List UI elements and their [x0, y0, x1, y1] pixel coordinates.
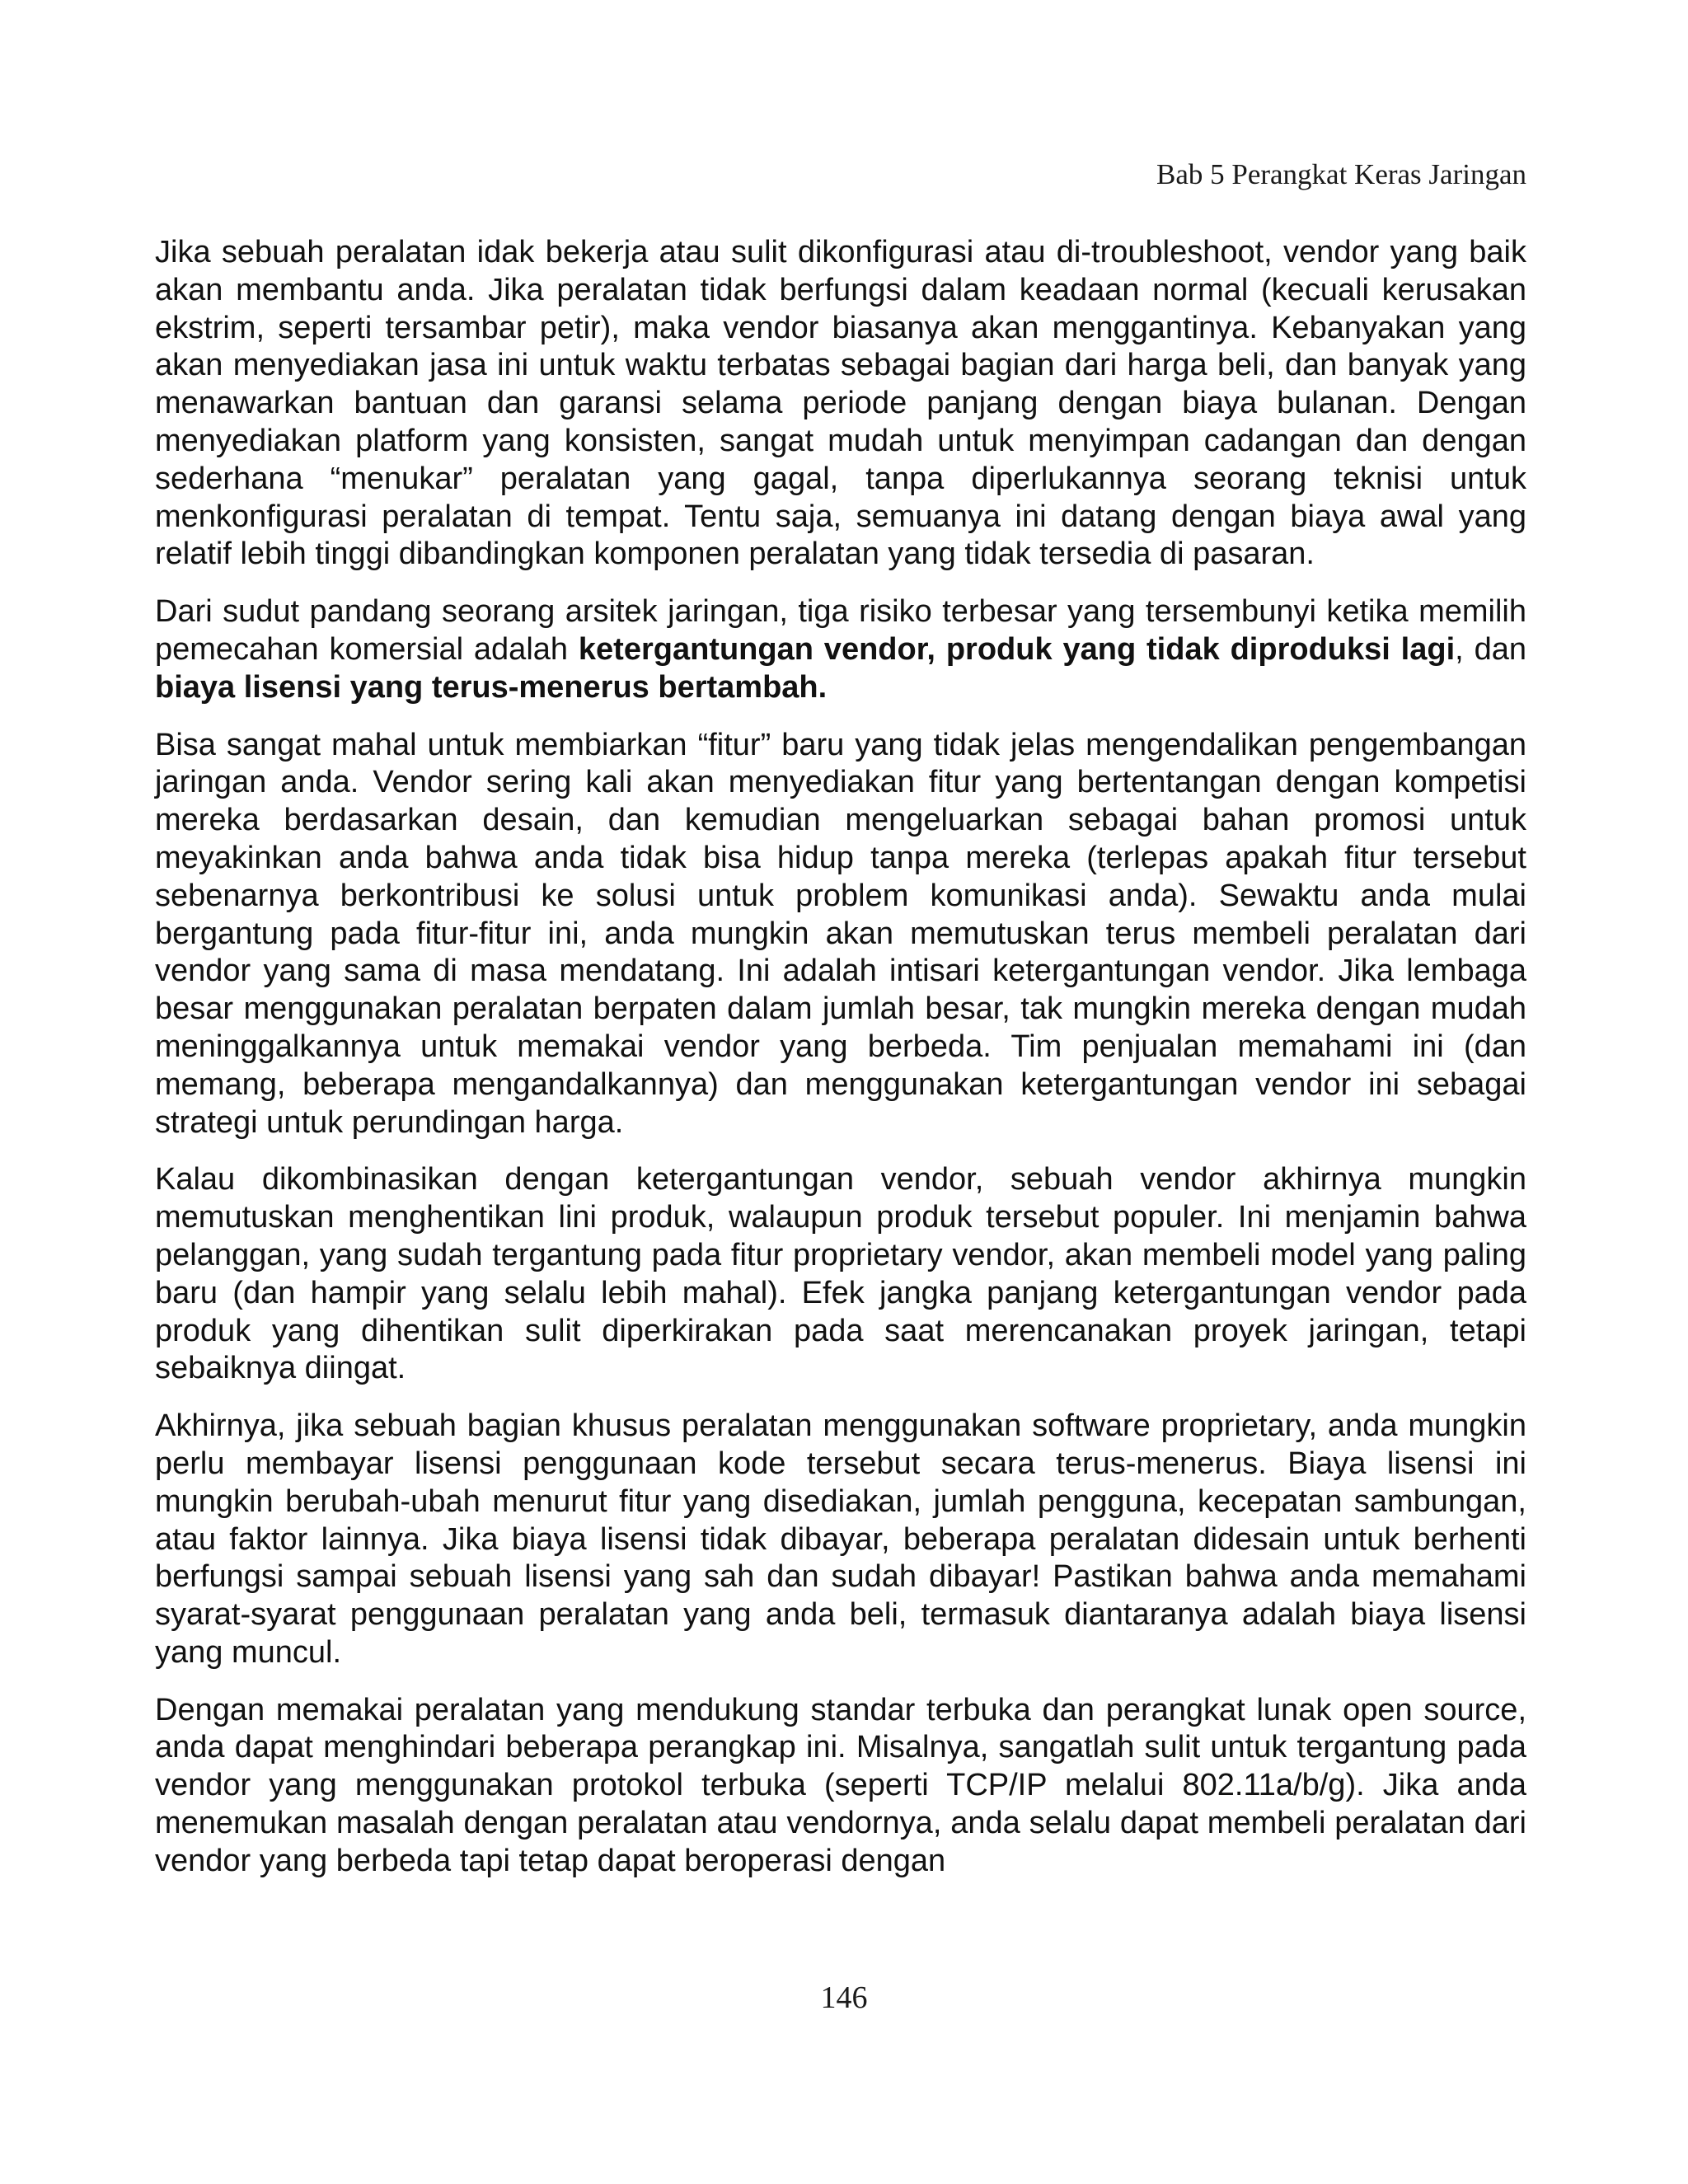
paragraph-2-middle: , dan	[1455, 631, 1526, 667]
paragraph-2-intro: Dari sudut pandang seorang arsitek jaringan, tiga risiko terbesar yang tersembunyi ketika memilih pemecahan komersial adalah	[155, 594, 1526, 667]
paragraph-2-bold-2: biaya lisensi yang terus-menerus bertambah.	[155, 669, 828, 705]
paragraph-2-bold-1: ketergantungan vendor, produk yang tidak diproduksi lagi	[578, 631, 1456, 667]
paragraph-5: Akhirnya, jika sebuah bagian khusus peralatan menggunakan software proprietary, anda mungkin perlu membayar lisensi penggunaan kode tersebut secara terus-menerus. Biaya lisensi ini mungkin berubah-ubah menurut fitur yang disediakan, jumlah pengguna, kecepatan sambungan, atau faktor lainnya. Jika biaya lisensi tidak dibayar, beberapa peralatan didesain untuk berhenti berfungsi sampai sebuah lisensi yang sah dan sudah dibayar! Pastikan bahwa anda memahami syarat-syarat penggunaan peralatan yang anda beli, termasuk diantaranya adalah biaya lisensi yang muncul.	[155, 1408, 1526, 1670]
paragraph-1: Jika sebuah peralatan idak bekerja atau sulit dikonfigurasi atau di-troubleshoot, vendor yang baik akan membantu anda. Jika peralatan tidak berfungsi dalam keadaan normal (kecuali kerusakan ekstrim, seperti tersambar petir), maka vendor biasanya akan menggantinya. Kebanyakan yang akan menyediakan jasa ini untuk waktu terbatas sebagai bagian dari harga beli, dan banyak yang menawarkan bantuan dan garansi selama periode panjang dengan biaya bulanan. Dengan menyediakan platform yang konsisten, sangat mudah untuk menyimpan cadangan dan dengan sederhana “menukar” peralatan yang gagal, tanpa diperlukannya seorang teknisi untuk menkonfigurasi peralatan di tempat. Tentu saja, semuanya ini datang dengan biaya awal yang relatif lebih tinggi dibandingkan komponen peralatan yang tidak tersedia di pasaran.	[155, 235, 1526, 572]
body-text	[155, 234, 1526, 1900]
paragraph-3: Bisa sangat mahal untuk membiarkan “fitur” baru yang tidak jelas mengendalikan pengembangan jaringan anda. Vendor sering kali akan menyediakan fitur yang bertentangan dengan kompetisi mereka berdasarkan desain, dan kemudian mengeluarkan sebagai bahan promosi untuk meyakinkan anda bahwa anda tidak bisa hidup tanpa mereka (terlepas apakah fitur tersebut sebenarnya berkontribusi ke solusi untuk problem komunikasi anda). Sewaktu anda mulai bergantung pada fitur-fitur ini, anda mungkin akan memutuskan terus membeli peralatan dari vendor yang sama di masa mendatang. Ini adalah intisari ketergantungan vendor. Jika lembaga besar menggunakan peralatan berpaten dalam jumlah besar, tak mungkin mereka dengan mudah meninggalkannya untuk memakai vendor yang berbeda. Tim penjualan memahami ini (dan memang, beberapa mengandalkannya) dan menggunakan ketergantungan vendor ini sebagai strategi untuk perundingan harga.	[155, 727, 1526, 1140]
paragraph-2	[155, 593, 1526, 706]
paragraph-6: Dengan memakai peralatan yang mendukung standar terbuka dan perangkat lunak open source, anda dapat menghindari beberapa perangkap ini. Misalnya, sangatlah sulit untuk tergantung pada vendor yang menggunakan protokol terbuka (seperti TCP/IP melalui 802.11a/b/g). Jika anda menemukan masalah dengan peralatan atau vendornya, anda selalu dapat membeli peralatan dari vendor yang berbeda tapi tetap dapat beroperasi dengan	[155, 1692, 1526, 1878]
running-header: Bab 5 Perangkat Keras Jaringan	[1156, 158, 1526, 190]
paragraph-4: Kalau dikombinasikan dengan ketergantungan vendor, sebuah vendor akhirnya mungkin memutuskan menghentikan lini produk, walaupun produk tersebut populer. Ini menjamin bahwa pelanggan, yang sudah tergantung pada fitur proprietary vendor, akan membeli model yang paling baru (dan hampir yang selalu lebih mahal). Efek jangka panjang ketergantungan vendor pada produk yang dihentikan sulit diperkirakan pada saat merencanakan proyek jaringan, tetapi sebaiknya diingat.	[155, 1162, 1526, 1386]
page-number: 146	[820, 1980, 868, 2015]
